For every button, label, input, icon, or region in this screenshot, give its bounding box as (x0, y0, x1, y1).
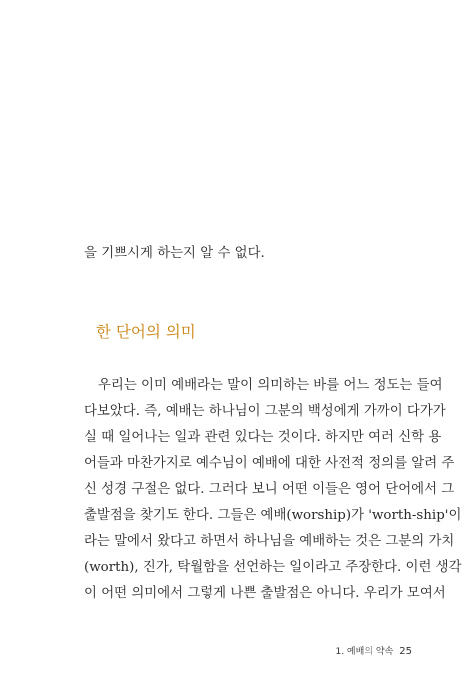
chapter-title-particle: 의 (364, 647, 374, 657)
body-line-8: (worth), 진가, 탁월함을 선언하는 일이라고 주장한다. 이런 생각 (84, 560, 462, 575)
page-number: 25 (399, 646, 412, 657)
body-line-3: 실 때 일어나는 일과 관련 있다는 것이다. 하지만 여러 신학 용 (84, 430, 442, 445)
body-line-2: 다보았다. 즉, 예배는 하나님이 그분의 백성에게 가까이 다가가 (84, 404, 446, 419)
body-line-6: 출발점을 찾기도 한다. 그들은 예배(worship)가 'worth-ship'이 (84, 508, 462, 523)
chapter-title-prefix: 1. 예배 (335, 647, 365, 657)
body-line-1: 우리는 이미 예배라는 말이 의미하는 바를 어느 정도는 들여 (98, 378, 443, 393)
body-line-7: 라는 말에서 왔다고 하면서 하나님을 예배하는 것은 그분의 가치 (84, 534, 455, 549)
section-heading: 한 단어의 의미 (96, 323, 196, 341)
running-footer (335, 646, 412, 658)
body-line-9: 이 어떤 의미에서 그렇게 나쁜 출발점은 아니다. 우리가 모여서 (84, 586, 446, 601)
body-line-5: 신 성경 구절은 없다. 그러다 보니 어떤 이들은 영어 단어에서 그 (84, 482, 455, 497)
chapter-title-suffix: 약속 (373, 647, 394, 657)
carry-over-line: 을 기쁘시게 하는지 알 수 없다. (84, 246, 265, 261)
body-line-4: 어들과 마찬가지로 예수님이 예배에 대한 사전적 정의를 알려 주 (84, 456, 455, 471)
